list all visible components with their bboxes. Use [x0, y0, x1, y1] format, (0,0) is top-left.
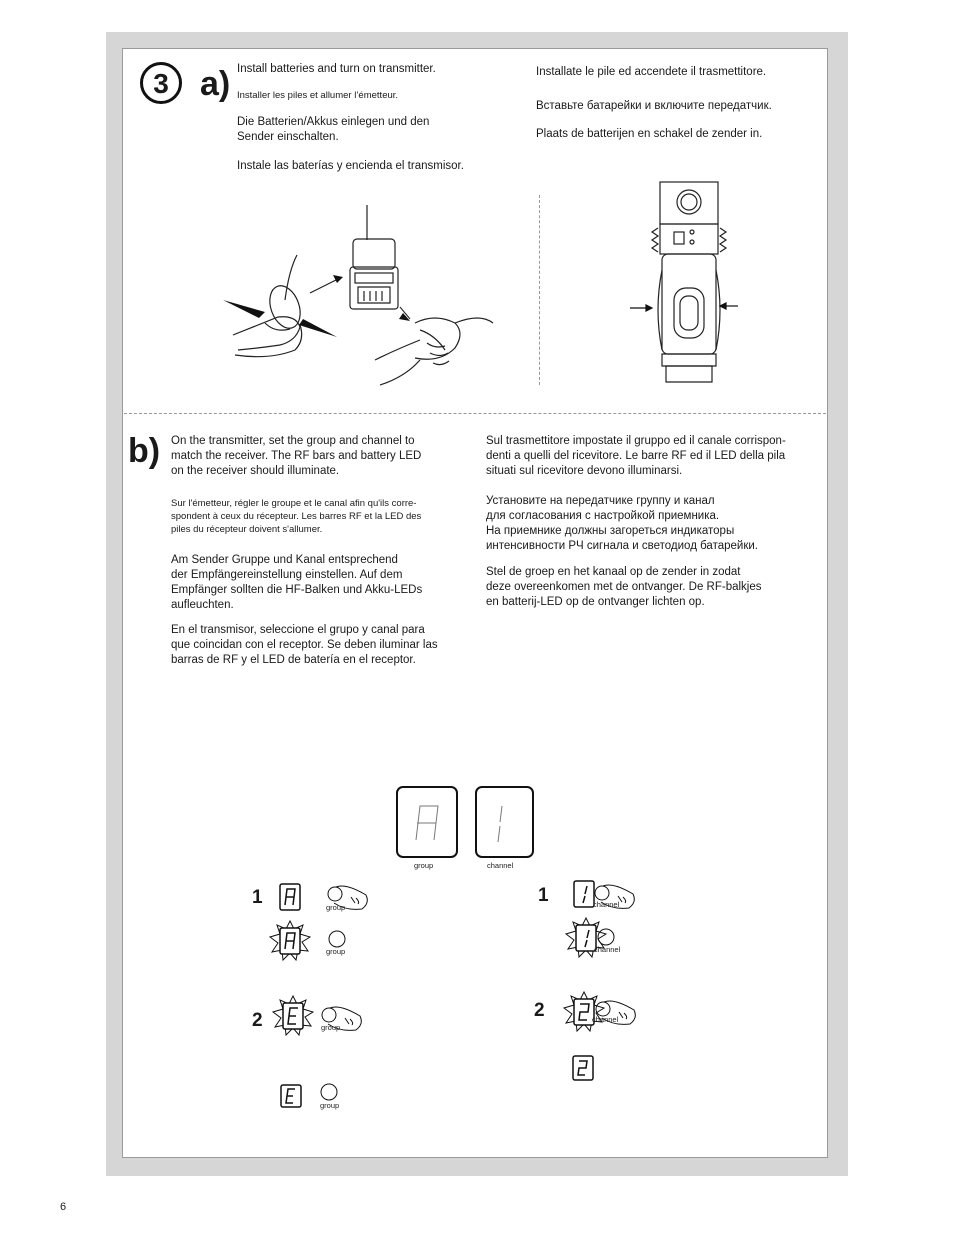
part-a-ru: Вставьте батарейки и включите передатчик. [536, 100, 772, 112]
part-b-fr: Sur l'émetteur, régler le groupe et le canal afin qu'ils corre- spondent à ceux du récepteur. Les barres RF et la LED des piles du récepteur doivent s'allumer. [171, 498, 422, 535]
part-b-en: On the transmitter, set the group and channel to match the receiver. The RF bars and battery LED on the receiver should illuminate. [171, 435, 422, 477]
channel-digit-1 [573, 880, 595, 908]
part-a-it: Installate le pile ed accendete il trasmettitore. [536, 66, 767, 78]
page-number: 6 [60, 1201, 67, 1213]
display-channel-label: channel [487, 861, 514, 870]
display-group-label: group [414, 861, 434, 870]
channel-step-1-number: 1 [538, 885, 549, 906]
part-b-es: En el transmisor, seleccione el grupo y canal para que coincidan con el receptor. Se deben iluminar las barras de RF y el LED de batería en el receptor. [171, 624, 438, 666]
step-number: 3 [140, 62, 182, 104]
group-button-icon [320, 1083, 338, 1101]
group-button-icon [328, 930, 346, 948]
group-digit-e-flashing [273, 996, 313, 1036]
part-a-nl: Plaats de batterijen en schakel de zender in. [536, 128, 763, 140]
group-digit-a-flashing [270, 921, 310, 961]
channel-step-2-number: 2 [534, 1000, 545, 1021]
group-step-2-number: 2 [252, 1010, 263, 1031]
part-a-label: a) [200, 65, 231, 103]
part-b-label: b) [128, 432, 161, 470]
part-a-de: Die Batterien/Akkus einlegen und den Sender einschalten. [237, 116, 430, 143]
handheld-battery-illustration [630, 180, 740, 390]
group-channel-display [396, 786, 536, 858]
part-a-es: Instale las baterías y encienda el transmisor. [237, 160, 464, 172]
horizontal-divider [124, 413, 826, 414]
part-a-fr: Installer les piles et allumer l’émetteur. [237, 90, 399, 101]
channel-button-icon [597, 928, 615, 946]
group-button-label-2: group [326, 947, 346, 956]
bodypack-battery-illustration [215, 195, 515, 395]
group-digit-a [279, 883, 301, 911]
part-b-ru: Установите на передатчике группу и канал для согласования с настройкой приемника. На приемнике должны загореться индикаторы интенсивности РЧ сигнала и светодиод батарейки. [486, 495, 758, 552]
part-b-it: Sul trasmettitore impostate il gruppo ed il canale corrispon- denti a quelli del ricevitore. Le barre RF ed il LED della pila situati sul ricevitore devono illuminarsi. [486, 435, 786, 477]
part-a-en: Install batteries and turn on transmitter. [237, 63, 436, 75]
channel-digit-2 [572, 1055, 594, 1081]
channel-button-label-2: channel [594, 945, 621, 954]
channel-button-label-1: channel [593, 900, 620, 909]
group-digit-e [280, 1084, 302, 1108]
group-button-label-4: group [320, 1101, 340, 1110]
group-step-1-number: 1 [252, 887, 263, 908]
vertical-divider [539, 195, 540, 385]
group-button-label-3: group [321, 1023, 341, 1032]
channel-button-label-3: channel [592, 1015, 619, 1024]
group-button-label-1: group [326, 903, 346, 912]
part-b-nl: Stel de groep en het kanaal op de zender in zodat deze overeenkomen met de ontvanger. De RF-balkjes en batterij-LED op de ontvanger lichten op. [486, 566, 762, 608]
part-b-de: Am Sender Gruppe und Kanal entsprechend der Empfängereinstellung einstellen. Auf dem Empfänger sollten die HF-Balken und Akku-LEDs aufleuchten. [171, 554, 423, 611]
